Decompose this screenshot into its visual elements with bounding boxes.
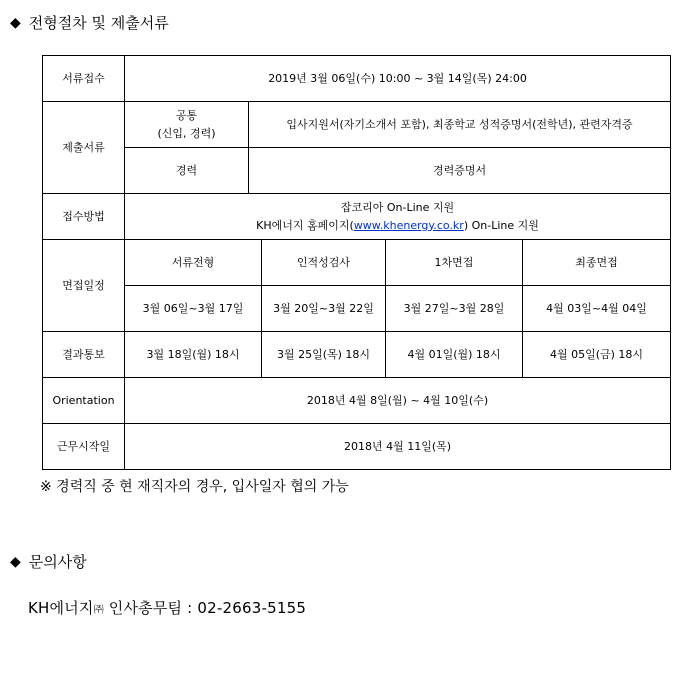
date-final-interview: 4월 03일~4월 04일 xyxy=(523,286,671,332)
receipt-label: 서류접수 xyxy=(43,56,125,102)
contact-rest: 인사총무팀 : 02-2663-5155 xyxy=(103,599,307,617)
method-label: 접수방법 xyxy=(43,194,125,240)
result-first-interview: 4월 01일(월) 18시 xyxy=(386,332,523,378)
method-line2-prefix: KH에너지 홈페이지( xyxy=(256,218,354,232)
method-cell xyxy=(125,194,671,240)
orientation-label: Orientation xyxy=(43,378,125,424)
stage-final-interview: 최종면접 xyxy=(523,240,671,286)
diamond-bullet-icon: ◆ xyxy=(10,553,21,570)
note-text: ※ 경력직 중 현 재직자의 경우, 입사일자 협의 가능 xyxy=(40,479,349,495)
contact-line xyxy=(28,597,306,618)
documents-common-cell xyxy=(125,102,249,148)
row-orientation xyxy=(43,378,671,424)
section-title-text: 문의사항 xyxy=(28,553,87,571)
orientation-value: 2018년 4월 8일(월) ~ 4월 10일(수) xyxy=(125,378,671,424)
result-document: 3월 18일(월) 18시 xyxy=(125,332,262,378)
diamond-bullet-icon: ◆ xyxy=(10,14,21,31)
date-document: 3월 06일~3월 17일 xyxy=(125,286,262,332)
documents-label: 제출서류 xyxy=(43,102,125,194)
result-aptitude: 3월 25일(목) 18시 xyxy=(262,332,386,378)
results-label: 결과통보 xyxy=(43,332,125,378)
section-title-text: 전형절차 및 제출서류 xyxy=(28,14,169,32)
documents-common-sub: (신입, 경력) xyxy=(157,126,216,140)
documents-career-label: 경력 xyxy=(125,148,249,194)
stage-aptitude: 인적성검사 xyxy=(262,240,386,286)
stage-first-interview: 1차면접 xyxy=(386,240,523,286)
row-schedule-dates xyxy=(43,286,671,332)
row-start xyxy=(43,424,671,470)
start-value: 2018년 4월 11일(목) xyxy=(125,424,671,470)
documents-common-label: 공통 xyxy=(175,109,198,123)
section-title-procedure xyxy=(10,12,169,33)
row-schedule-stages xyxy=(43,240,671,286)
procedure-table xyxy=(42,55,671,470)
section-title-inquiry xyxy=(10,551,87,572)
method-line2 xyxy=(125,217,670,234)
documents-career-value: 경력증명서 xyxy=(249,148,671,194)
date-aptitude: 3월 20일~3월 22일 xyxy=(262,286,386,332)
row-documents-common xyxy=(43,102,671,148)
method-line2-suffix: ) On-Line 지원 xyxy=(463,218,539,232)
row-results xyxy=(43,332,671,378)
documents-common-value: 입사지원서(자기소개서 포함), 최종학교 성적증명서(전학년), 관련자격증 xyxy=(249,102,671,148)
row-receipt xyxy=(43,56,671,102)
date-first-interview: 3월 27일~3월 28일 xyxy=(386,286,523,332)
result-final-interview: 4월 05일(금) 18시 xyxy=(523,332,671,378)
row-documents-career xyxy=(43,148,671,194)
stage-document: 서류전형 xyxy=(125,240,262,286)
method-line1: 잡코리아 On-Line 지원 xyxy=(340,201,455,215)
contact-mark: ㈜ xyxy=(93,605,104,616)
receipt-value: 2019년 3월 06일(수) 10:00 ~ 3월 14일(목) 24:00 xyxy=(125,56,671,102)
schedule-label: 면접일정 xyxy=(43,240,125,332)
contact-company: KH에너지 xyxy=(28,599,94,617)
homepage-link[interactable]: www.khenergy.co.kr xyxy=(353,218,464,232)
row-method xyxy=(43,194,671,240)
start-label: 근무시작일 xyxy=(43,424,125,470)
